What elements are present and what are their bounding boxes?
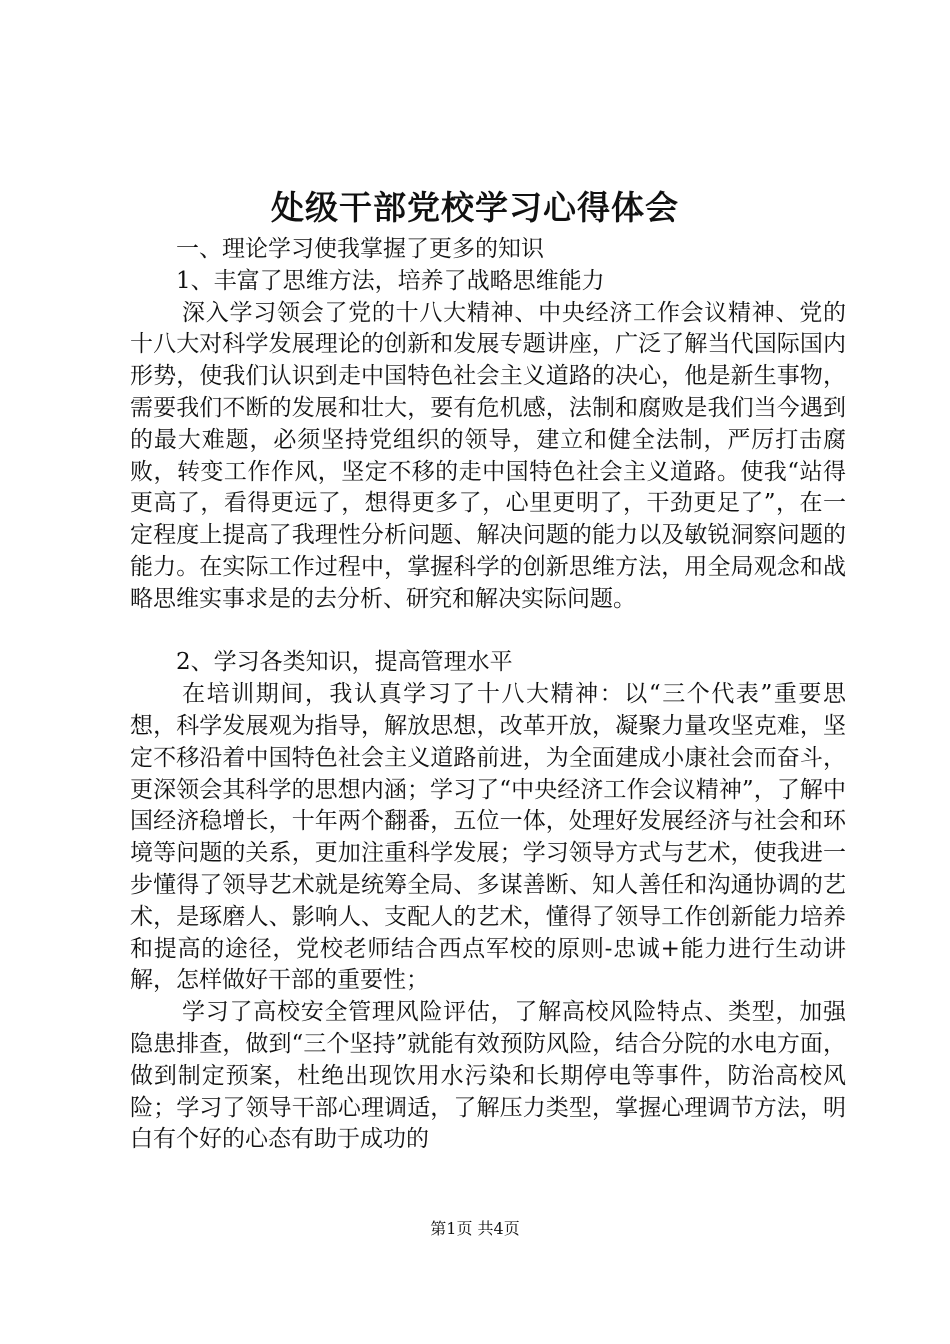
page-number-footer: 第1页 共4页 <box>430 1219 520 1238</box>
document-title: 处级干部党校学习心得体会 <box>271 188 679 227</box>
section-heading: 一、理论学习使我掌握了更多的知识 <box>176 236 544 262</box>
body-paragraph: 学习了高校安全管理风险评估，了解高校风险特点、类型，加强隐患排查，做到“三个坚持”就能有效预防风险，结合分院的水电方面，做到制定预案，杜绝出现饮用水污染和长期停电等事件，防治高校风险；学习了领导干部心理调适，了解压力类型，掌握心理调节方法，明白有个好的心态有助于成功的 <box>130 999 846 1153</box>
paragraph-spacer <box>130 616 846 648</box>
body-paragraph: 在培训期间，我认真学习了十八大精神：以“三个代表”重要思想，科学发展观为指导，解放思想，改革开放，凝聚力量攻坚克难，坚定不移沿着中国特色社会主义道路前进，为全面建成小康社会而奋斗，更深领会其科学的思想内涵；学习了“中央经济工作会议精神”，了解中国经济稳增长，十年两个翻番，五位一体，处理好发展经济与社会和环境等问题的关系，更加注重科学发展；学习领导方式与艺术，使我进一步懂得了领导艺术就是统筹全局、多谋善断、知人善任和沟通协调的艺术，是琢磨人、影响人、支配人的艺术，懂得了领导工作创新能力培养和提高的途径，党校老师结合西点军校的原则-忠诚+能力进行生动讲解，怎样做好干部的重要性； <box>130 681 846 994</box>
subsection-heading: 2、学习各类知识，提高管理水平 <box>176 649 513 676</box>
document-body <box>130 234 846 1156</box>
subsection-heading: 1、丰富了思维方法，培养了战略思维能力 <box>176 267 605 294</box>
body-paragraph: 深入学习领会了党的十八大精神、中央经济工作会议精神、党的十八大对科学发展理论的创新和发展专题讲座，广泛了解当代国际国内形势，使我们认识到走中国特色社会主义道路的决心，他是新生事物，需要我们不断的发展和壮大，要有危机感，法制和腐败是我们当今遇到的最大难题，必须坚持党组织的领导，建立和健全法制，严厉打击腐败，转变工作作风，坚定不移的走中国特色社会主义道路。使我“站得更高了，看得更远了，想得更多了，心里更明了，干劲更足了”，在一定程度上提高了我理性分析问题、解决问题的能力以及敏锐洞察问题的能力。在实际工作过程中，掌握科学的创新思维方法，用全局观念和战略思维实事求是的去分析、研究和解决实际问题。 <box>130 299 846 612</box>
